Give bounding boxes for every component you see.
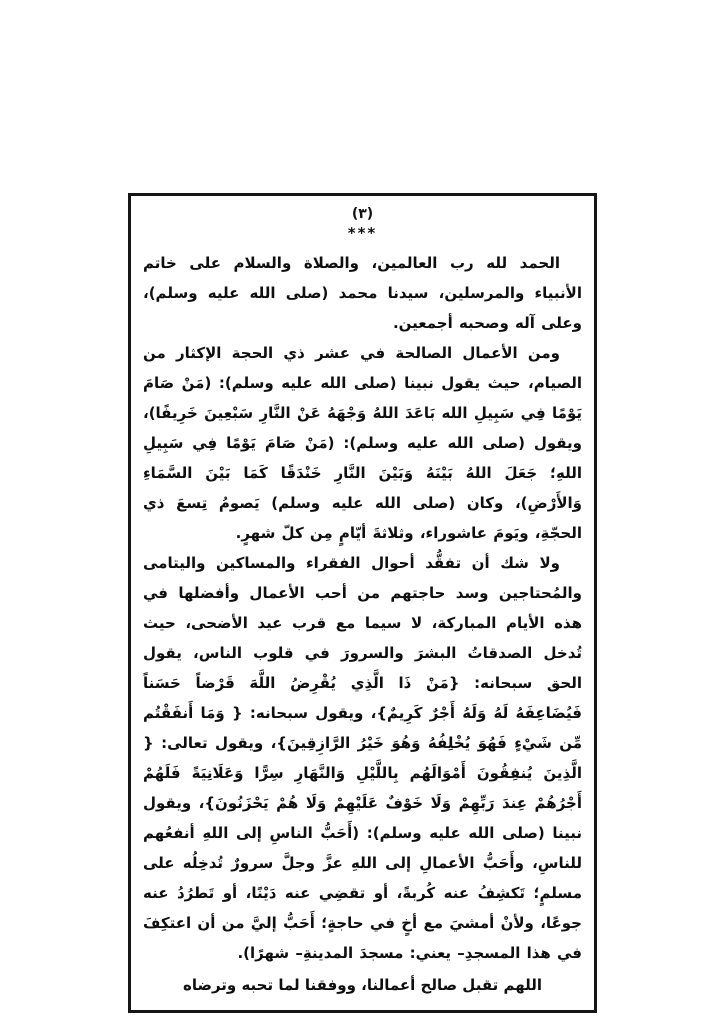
fasting-dhul-hijjah-paragraph: ومن الأعمال الصالحة في عشر ذي الحجة الإكثار من الصيام، حيث يقول نبينا (صلى الله عليه وسلم): (مَنْ صَامَ يَوْمًا فِي سَبِيلِ الله بَاعَدَ اللهُ وَجْهَهُ عَنْ النَّارِ سَبْعِينَ خَرِيفًا)، ويقول (صلى الله عليه وسلم): (مَنْ صَامَ يَوْمًا فِي سَبِيلِ اللهِ؛ جَعَلَ اللهُ بَيْنَهُ وَبَيْنَ النَّارِ خَنْدَقًا كَمَا بَيْنَ السَّمَاءِ وَالأَرْضِ)، وكان (صلى الله عليه وسلم) يَصومُ تِسعَ ذي الحجّةِ، ويَومَ عاشوراء، وثلاثةَ أيّامٍ مِن كلّ شهرٍ. xyxy=(143,344,582,542)
charity-paragraph: ولا شك أن تفقُّد أحوال الفقراء والمساكين واليتامى والمُحتاجين وسد حاجتهم من أحب الأعمال وأفضلها في هذه الأيام المباركة، لا سيما مع قرب عيد الأضحى، حيث تُدخل الصدقاتُ البشرَ والسرورَ في قلوب الناس، يقول الحق سبحانه: {مَنْ ذَا الَّذِي يُقْرِضُ اللَّهَ قَرْضاً حَسَناً فَيُضَاعِفَهُ لَهُ وَلَهُ أَجْرٌ كَرِيمٌ}، ويقول سبحانه: { وَمَا أَنفَقْتُم مِّن شَيْءٍ فَهُوَ يُخْلِفُهُ وَهُوَ خَيْرُ الرَّازِقِينَ}، ويقول تعالى: { الَّذِينَ يُنفِقُونَ أَمْوَالَهُم بِاللَّيْلِ وَالنَّهَارِ سِرًّا وَعَلَانِيَةً فَلَهُمْ أَجْرُهُمْ عِندَ رَبِّهِمْ وَلَا خَوْفٌ عَلَيْهِمْ وَلَا هُمْ يَحْزَنُونَ}، ويقول نبينا (صلى الله عليه وسلم): (أَحَبُّ الناسِ إلى اللهِ أنفعُهم للناسِ، وأَحَبُّ الأعمالِ إلى اللهِ عزَّ وجلَّ سرورٌ تُدخِلُه على مسلمٍ؛ تَكشِفُ عنه كُربةً، أو تقضِي عنه دَيْنًا، أو تَطرُدُ عنه جوعًا، ولأنْ أمشيَ مع أخٍ في حاجةٍ؛ أَحَبُّ إليَّ من أن اعتكِفَ في هذا المسجدِ– يعني: مسجدَ المدينةِ– شهرًا). xyxy=(143,554,582,962)
page-number: (٣) xyxy=(351,206,374,222)
asterisk-separator: *** xyxy=(347,224,378,242)
opening-praise-paragraph: الحمد لله رب العالمين، والصلاة والسلام على خاتم الأنبياء والمرسلين، سيدنا محمد (صلى الله عليه وسلم)، وعلى آله وصحبه أجمعين. xyxy=(143,254,582,332)
page-border-frame xyxy=(128,193,597,1013)
closing-dua: اللهم تقبل صالح أعمالنا، ووفقنا لما تحبه وترضاه xyxy=(182,976,543,994)
